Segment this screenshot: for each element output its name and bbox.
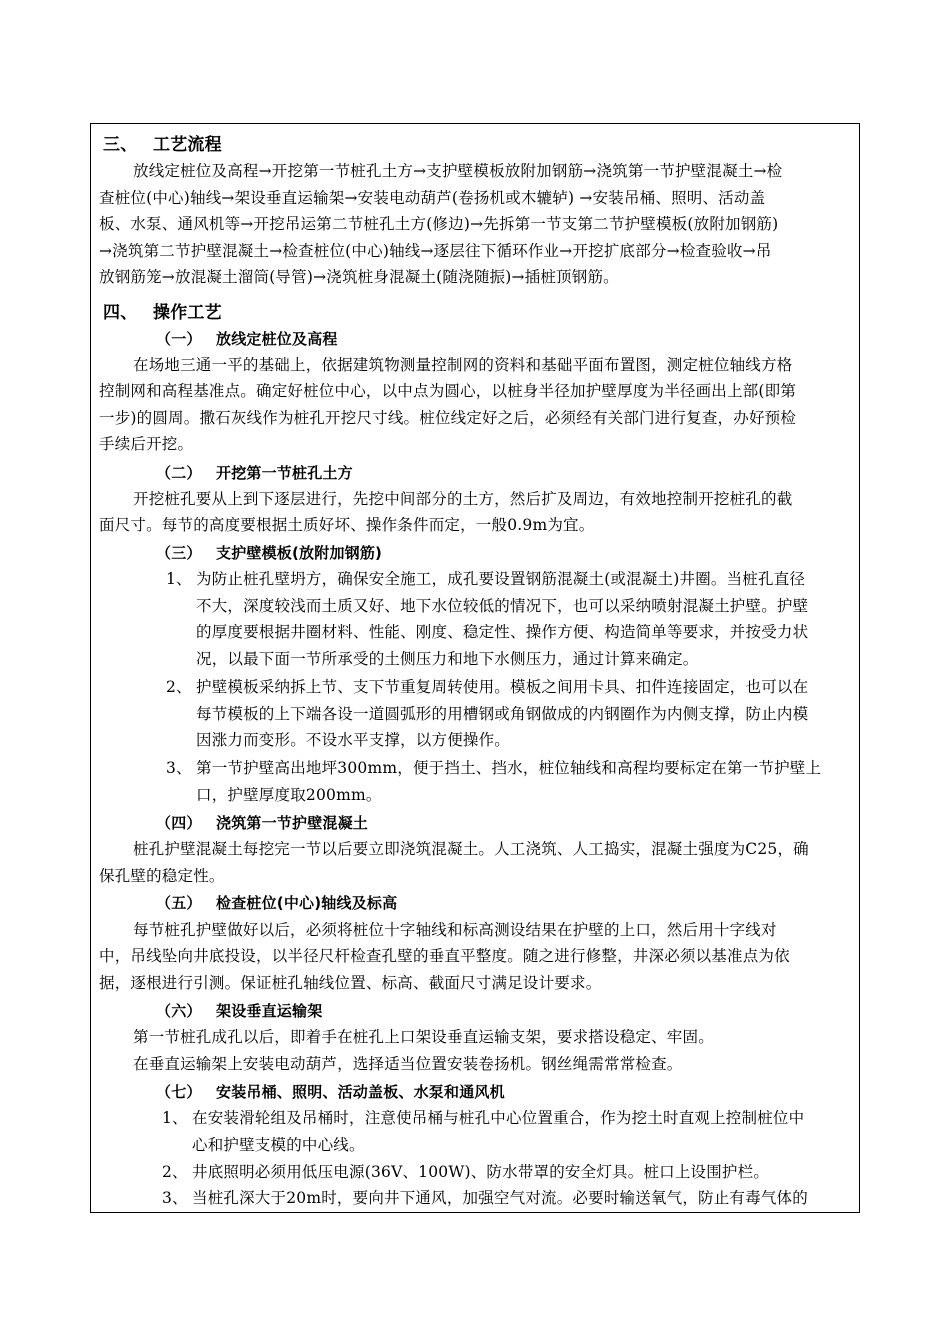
- list-item-line: 的厚度要根据井圈材料、性能、刚度、稳定性、操作方便、构造简单等要求，并按受力状: [196, 623, 809, 641]
- list-item-line: 况，以最下面一节所承受的土侧压力和地下水侧压力，通过计算来确定。: [196, 650, 699, 668]
- paragraph-line: 板、水泵、通风机等→开挖吊运第二节桩孔土方(修边)→先拆第一节支第二节护壁模板(放附加钢筋): [99, 215, 779, 233]
- list-item-line: 口，护壁厚度取200mm。: [196, 786, 382, 804]
- paragraph-line: 桩孔护壁混凝土每挖完一节以后要立即浇筑混凝土。人工浇筑、人工捣实，混凝土强度为C25，确: [133, 840, 809, 858]
- list-item-line: 井底照明必须用低压电源(36Ⅴ、100W)、防水带罩的安全灯具。桩口上设围护栏。: [192, 1163, 770, 1181]
- subsection-number: （七）: [156, 1083, 202, 1101]
- paragraph-line: 面尺寸。每节的高度要根据土质好坏、操作条件而定，一般0.9m为宜。: [99, 516, 595, 534]
- paragraph-line: 放钢筋笼→放混凝土溜筒(导管)→浇筑桩身混凝土(随浇随振)→插桩顶钢筋。: [99, 268, 619, 286]
- subsection-3-heading: [156, 542, 382, 564]
- subsection-title: 支护壁模板(放附加钢筋): [216, 544, 383, 562]
- subsection-title: 安装吊桶、照明、活动盖板、水泵和通风机: [216, 1083, 505, 1101]
- paragraph-line: 保孔壁的稳定性。: [99, 867, 225, 885]
- subsection-2-heading: [156, 462, 353, 484]
- list-item-number: 2、: [162, 1163, 188, 1181]
- paragraph-line: 开挖桩孔要从上到下逐层进行，先挖中间部分的土方，然后扩及周边，有效地控制开挖桩孔的截: [133, 490, 793, 508]
- section-4-heading: [103, 302, 222, 324]
- paragraph-line: 在场地三通一平的基础上，依据建筑物测量控制网的资料和基础平面布置图，测定桩位轴线方格: [133, 356, 793, 374]
- list-item-number: 3、: [166, 759, 192, 777]
- subsection-number: （二）: [156, 464, 202, 482]
- list-item-line: 心和护壁支模的中心线。: [192, 1136, 365, 1154]
- paragraph-line: 第一节桩孔成孔以后，即着手在桩孔上口架设垂直运输支架，要求搭设稳定、牢固。: [133, 1028, 714, 1046]
- list-item-line: 为防止桩孔壁坍方，确保安全施工，成孔要设置钢筋混凝土(或混凝土)井圈。当桩孔直径: [196, 570, 806, 588]
- list-item-line: 第一节护壁高出地坪300mm，便于挡土、挡水，桩位轴线和高程均要标定在第一节护壁上: [196, 759, 822, 777]
- list-item-line: 护壁模板采纳拆上节、支下节重复周转使用。模板之间用卡具、扣件连接固定，也可以在: [196, 678, 809, 696]
- list-item-number: 1、: [162, 1109, 188, 1127]
- paragraph-line: 据，逐根进行引测。保证桩孔轴线位置、标高、截面尺寸满足设计要求。: [99, 974, 602, 992]
- paragraph-line: →浇筑第二节护壁混凝土→检查桩位(中心)轴线→逐层往下循环作业→开挖扩底部分→检查验收→吊: [99, 242, 772, 260]
- subsection-number: （一）: [156, 330, 202, 348]
- subsection-title: 开挖第一节桩孔土方: [216, 464, 353, 482]
- paragraph-line: 中，吊线坠向井底投设，以半径尺杆检查孔壁的垂直平整度。随之进行修整，井深必须以基准点为依: [99, 947, 790, 965]
- subsection-title: 架设垂直运输架: [216, 1002, 323, 1020]
- list-item-line: 当桩孔深大于20m时，要向井下通风，加强空气对流。必要时输送氧气，防止有毒气体的: [192, 1189, 808, 1207]
- subsection-4-heading: [156, 812, 368, 834]
- paragraph-line: 放线定桩位及高程→开挖第一节桩孔土方→支护壁模板放附加钢筋→浇筑第一节护壁混凝土→检: [133, 162, 783, 180]
- paragraph-line: 控制网和高程基准点。确定好桩位中心，以中点为圆心，以桩身半径加护壁厚度为半径画出上部(即第: [99, 382, 797, 400]
- list-item-number: 2、: [166, 678, 192, 696]
- subsection-1-heading: [156, 328, 338, 350]
- paragraph-line: 一步)的圆周。撒石灰线作为桩孔开挖尺寸线。桩位线定好之后，必须经有关部门进行复查，办好预检: [99, 409, 797, 427]
- paragraph-line: 每节桩孔护壁做好以后，必须将桩位十字轴线和标高测设结果在护壁的上口，然后用十字线对: [133, 921, 777, 939]
- list-item-number: 3、: [162, 1189, 188, 1207]
- paragraph-line: 查桩位(中心)轴线→架设垂直运输架→安装电动葫芦(卷扬机或木辘轳) →安装吊桶、照明、活动盖: [99, 189, 766, 207]
- section-number: 四、: [103, 303, 138, 323]
- list-item-line: 每节模板的上下端各设一道圆弧形的用槽钢或角钢做成的内钢圈作为内侧支撑，防止内模: [196, 705, 809, 723]
- paragraph-line: 手续后开挖。: [99, 435, 194, 453]
- subsection-title: 浇筑第一节护壁混凝土: [216, 814, 369, 832]
- subsection-number: （三）: [156, 544, 202, 562]
- subsection-6-heading: [156, 1000, 322, 1022]
- list-item-number: 1、: [166, 570, 192, 588]
- list-item-line: 因涨力而变形。不设水平支撑，以方便操作。: [196, 731, 511, 749]
- subsection-5-heading: [156, 892, 397, 914]
- section-title: 工艺流程: [153, 135, 222, 155]
- subsection-title: 放线定桩位及高程: [216, 330, 338, 348]
- section-title: 操作工艺: [153, 303, 222, 323]
- list-item-line: 在安装滑轮组及吊桶时，注意使吊桶与桩孔中心位置重合，作为挖土时直观上控制桩位中: [192, 1109, 805, 1127]
- list-item-line: 不大，深度较浅而土质又好、地下水位较低的情况下，也可以采纳喷射混凝土护壁。护壁: [196, 597, 809, 615]
- subsection-7-heading: [156, 1081, 505, 1103]
- subsection-number: （四）: [156, 814, 202, 832]
- paragraph-line: 在垂直运输架上安装电动葫芦，选择适当位置安装卷扬机。钢丝绳需常常检查。: [133, 1055, 683, 1073]
- subsection-number: （五）: [156, 894, 202, 912]
- subsection-number: （六）: [156, 1002, 202, 1020]
- section-number: 三、: [103, 135, 138, 155]
- subsection-title: 检查桩位(中心)轴线及标高: [216, 894, 398, 912]
- section-3-heading: [103, 134, 222, 156]
